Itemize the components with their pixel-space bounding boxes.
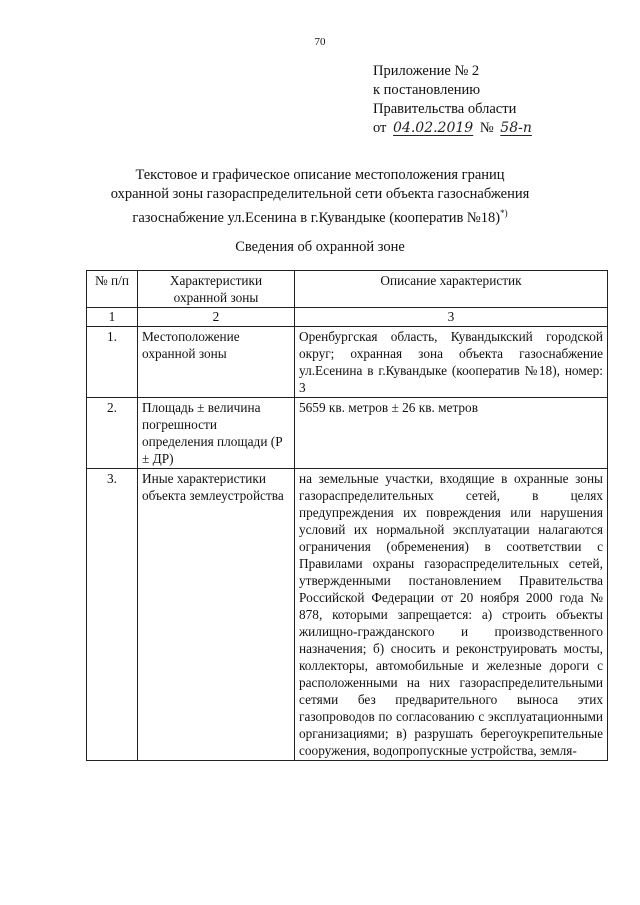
header-description: Описание характеристик bbox=[295, 271, 608, 308]
row-number: 1. bbox=[87, 327, 138, 398]
row-description: на земельные участки, входящие в охранные зоны газораспределительных сетей, в целях предупреждения их повреждения или нарушения условий их нормальной эксплуатации налагаются ограничения (обременения) в соответствии с Правилами охраны газораспределительных сетей, утвержденными постановлением Правительства Российской Федерации от 20 ноября 2000 года № 878, которыми запрещается: а) строить объекты жилищно-гражданского и производственного назначения; б) сносить и реконструировать мосты, коллекторы, автомобильные и железные дороги с расположенными на них газораспределительными сетями без предварительного выноса этих газопроводов по согласованию с эксплуатационными организациями; в) разрушать берегоукрепительные сооружения, водопропускные устройства, земля- bbox=[295, 469, 608, 761]
row-description: Оренбургская область, Кувандыкский городской округ; охранная зона объекта газоснабжение ул.Есенина в г.Кувандыке (кооператив №18), номер: 3 bbox=[295, 327, 608, 398]
title-line-1: Текстовое и графическое описание местоположения границ bbox=[135, 167, 505, 183]
row-number: 3. bbox=[87, 469, 138, 761]
row-number: 2. bbox=[87, 398, 138, 469]
column-number: 2 bbox=[138, 308, 295, 327]
title-line-3-text: газоснабжение ул.Есенина в г.Кувандыке (кооператив №18) bbox=[132, 209, 501, 226]
protection-zone-table bbox=[86, 270, 608, 761]
from-prefix: от bbox=[373, 120, 387, 136]
number-prefix: № bbox=[479, 120, 494, 136]
page-number: 70 bbox=[314, 36, 326, 48]
row-characteristic: Местоположение охранной зоны bbox=[138, 327, 295, 398]
appendix-line-2: к постановлению bbox=[373, 82, 481, 98]
header-number: № п/п bbox=[87, 271, 138, 308]
footnote-mark: *) bbox=[500, 208, 508, 218]
header-characteristic: Характеристики охранной зоны bbox=[138, 271, 295, 308]
appendix-line-3: Правительства области bbox=[373, 101, 517, 117]
title-line-2: охранной зоны газораспределительной сети объекта газоснабжения bbox=[110, 186, 530, 202]
table-row bbox=[87, 327, 608, 398]
handwritten-number: 58-п bbox=[500, 120, 532, 136]
appendix-block bbox=[373, 62, 535, 138]
row-characteristic: Иные характеристики объекта землеустройства bbox=[138, 469, 295, 761]
column-number: 1 bbox=[87, 308, 138, 327]
column-number: 3 bbox=[295, 308, 608, 327]
handwritten-date: 04.02.2019 bbox=[393, 120, 474, 136]
section-title: Сведения об охранной зоне bbox=[235, 239, 405, 255]
appendix-line-1: Приложение № 2 bbox=[373, 63, 480, 79]
title-line-3 bbox=[60, 204, 580, 228]
row-description: 5659 кв. метров ± 26 кв. метров bbox=[295, 398, 608, 469]
row-characteristic: Площадь ± величина погрешности определения площади (Р ± ДР) bbox=[138, 398, 295, 469]
table-row bbox=[87, 469, 608, 761]
appendix-date-line bbox=[373, 119, 535, 138]
column-number-row bbox=[87, 308, 608, 327]
table-header-row bbox=[87, 271, 608, 308]
document-title bbox=[60, 166, 580, 228]
table-row bbox=[87, 398, 608, 469]
